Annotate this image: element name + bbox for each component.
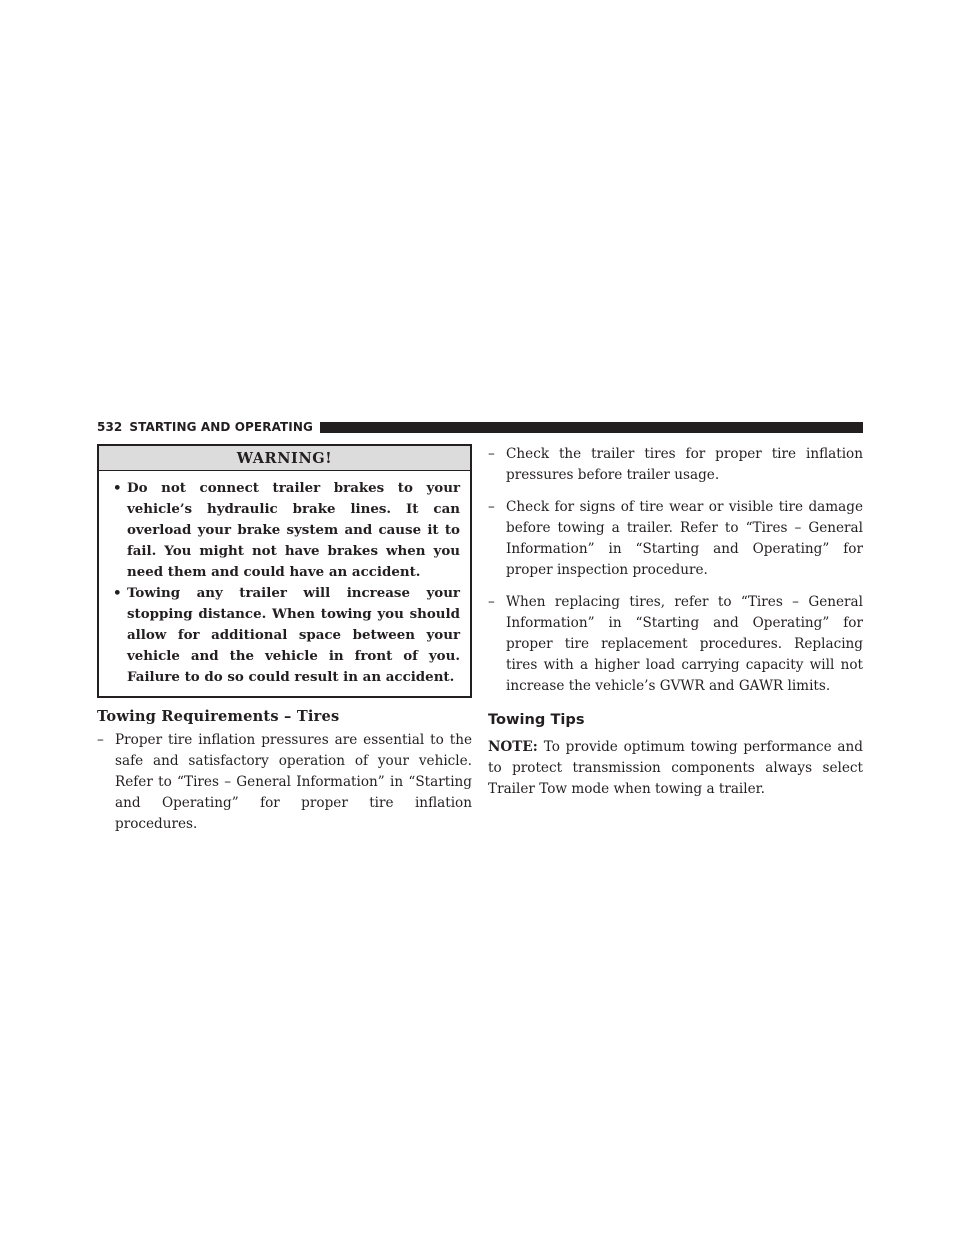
right-column bbox=[488, 444, 863, 800]
warning-item bbox=[109, 478, 460, 583]
section-title: STARTING AND OPERATING bbox=[129, 420, 313, 434]
list-item-text: Check the trailer tires for proper tire inflation pressures before trailer usage. bbox=[506, 446, 863, 483]
list-item-text: When replacing tires, refer to “Tires – General Information” in “Starting and Operating” for proper tire replacement procedures. Replacing tires with a higher load carrying capacity will not increase the vehicle’s GVWR and GAWR limits. bbox=[506, 594, 863, 694]
header-rule bbox=[320, 422, 863, 433]
page-header bbox=[97, 420, 863, 434]
warning-item-text: Towing any trailer will increase your stopping distance. When towing you should allow for additional space between your vehicle and the vehicle in front of you. Failure to do so could result in an accident. bbox=[127, 585, 460, 685]
warning-list bbox=[99, 471, 470, 696]
note-text: To provide optimum towing performance and to protect transmission components always select Trailer Tow mode when towing a trailer. bbox=[488, 739, 863, 797]
warning-item bbox=[109, 583, 460, 688]
bullet-icon: • bbox=[113, 480, 122, 496]
list-item bbox=[488, 444, 863, 486]
bullet-icon: • bbox=[113, 585, 122, 601]
warning-title: WARNING! bbox=[99, 446, 470, 471]
list-item-text: Proper tire inflation pressures are essential to the safe and satisfactory operation of your vehicle. Refer to “Tires – General Information” in “Starting and Operating” for proper tire inflation procedures. bbox=[115, 732, 472, 832]
list-item-text: Check for signs of tire wear or visible tire damage before towing a trailer. Refer to “Tires – General Information” in “Starting and Operating” for proper inspection procedure. bbox=[506, 499, 863, 578]
dash-icon: – bbox=[488, 594, 495, 610]
note-paragraph bbox=[488, 737, 863, 800]
dash-icon: – bbox=[97, 732, 104, 748]
left-column bbox=[97, 444, 472, 845]
list-item bbox=[97, 730, 472, 835]
dash-icon: – bbox=[488, 446, 495, 462]
dash-icon: – bbox=[488, 499, 495, 515]
note-label: NOTE: bbox=[488, 739, 538, 755]
warning-item-text: Do not connect trailer brakes to your vehicle’s hydraulic brake lines. It can overload your brake system and cause it to fail. You might not have brakes when you need them and could have an accident. bbox=[127, 480, 460, 580]
list-item bbox=[488, 592, 863, 697]
tires-heading: Towing Requirements – Tires bbox=[97, 708, 340, 725]
towing-tips-heading: Towing Tips bbox=[488, 711, 585, 728]
list-item bbox=[488, 497, 863, 581]
warning-box bbox=[97, 444, 472, 698]
page-number: 532 bbox=[97, 420, 123, 434]
